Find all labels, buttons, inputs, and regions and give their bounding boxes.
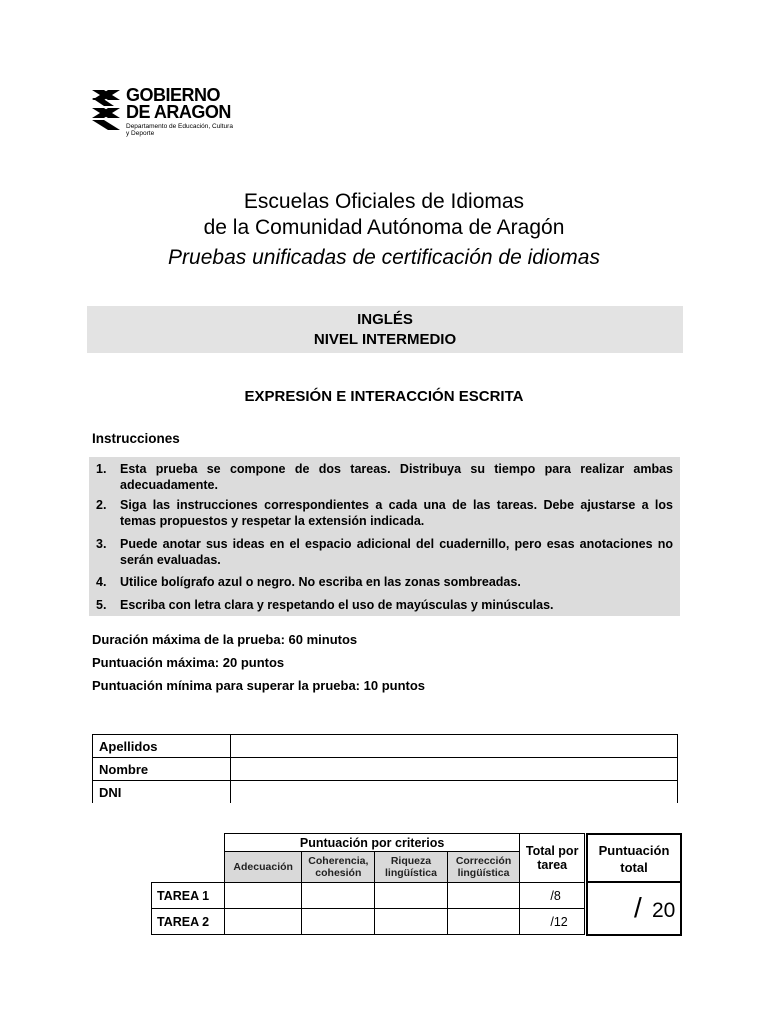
name-field[interactable] [231, 758, 678, 781]
instruction-number: 2. [96, 498, 107, 512]
blank-cell [152, 834, 225, 883]
table-row [93, 781, 678, 804]
instruction-text: Utilice bolígrafo azul o negro. No escriba en las zonas sombreadas. [120, 575, 521, 589]
total-header: Puntuación total [588, 835, 680, 883]
instruction-text: Siga las instrucciones correspondientes a cada una de las tareas. Debe ajustarse a los temas propuestos y respetar la extensión indicada. [120, 498, 673, 528]
task-max-score: /12 [520, 909, 585, 935]
table-row [152, 883, 585, 909]
total-score-box [586, 833, 682, 936]
level: NIVEL INTERMEDIO [313, 331, 457, 348]
max-score-info: Puntuación máxima: 20 puntos [92, 655, 285, 670]
scoring-table [151, 833, 585, 935]
task-max-score: /8 [520, 883, 585, 909]
criterion-header: Corrección lingüística [447, 852, 520, 883]
language: INGLÉS [357, 311, 413, 328]
score-cell[interactable] [302, 909, 375, 935]
score-cell[interactable] [302, 883, 375, 909]
instruction-number: 4. [96, 575, 107, 589]
title-line1: Escuelas Oficiales de Idiomas [243, 190, 525, 213]
score-cell[interactable] [375, 909, 448, 935]
total-max: 20 [652, 899, 676, 922]
surname-label: Apellidos [93, 735, 231, 758]
score-cell[interactable] [447, 883, 520, 909]
table-row [93, 735, 678, 758]
task-label: TAREA 2 [152, 909, 225, 935]
surname-field[interactable] [231, 735, 678, 758]
instructions-box [89, 457, 680, 616]
instruction-text: Escriba con letra clara y respetando el uso de mayúsculas y minúsculas. [120, 598, 554, 612]
instruction-text: Puede anotar sus ideas en el espacio adicional del cuadernillo, pero esas anotaciones no serán evaluadas. [120, 537, 673, 567]
score-cell[interactable] [224, 883, 302, 909]
name-label: Nombre [93, 758, 231, 781]
subtitle: Pruebas unificadas de certificación de idiomas [168, 246, 600, 269]
gobierno-aragon-logo [90, 84, 250, 140]
title-line2: de la Comunidad Autónoma de Aragón [203, 216, 565, 239]
logo-line1: GOBIERNO [126, 85, 221, 105]
section-title: EXPRESIÓN E INTERACCIÓN ESCRITA [244, 388, 524, 405]
instruction-number: 3. [96, 537, 107, 551]
instructions-title: Instrucciones [92, 431, 180, 446]
table-row [93, 758, 678, 781]
logo-line2: DE ARAGON [126, 102, 231, 122]
criterion-header: Riqueza lingüística [375, 852, 448, 883]
aragon-stripes-icon [90, 86, 122, 134]
identity-table [92, 734, 678, 803]
dni-label: DNI [93, 781, 231, 804]
total-slash: / [634, 892, 642, 923]
min-score-info: Puntuación mínima para superar la prueba: 10 puntos [92, 678, 426, 693]
instruction-number: 1. [96, 462, 107, 476]
dni-field[interactable] [231, 781, 678, 804]
criterion-header: Adecuación [224, 852, 302, 883]
logo-department: Departamento de Educación, Cultura y Deporte [126, 123, 233, 137]
task-label: TAREA 1 [152, 883, 225, 909]
table-row [152, 909, 585, 935]
score-cell[interactable] [375, 883, 448, 909]
criteria-header: Puntuación por criterios [224, 834, 519, 852]
score-cell[interactable] [447, 909, 520, 935]
instruction-text: Esta prueba se compone de dos tareas. Distribuya su tiempo para realizar ambas adecuadamente. [120, 462, 673, 492]
instruction-number: 5. [96, 598, 107, 612]
total-task-header: Total por tarea [520, 834, 585, 883]
language-level-box [87, 306, 683, 353]
criterion-header: Coherencia, cohesión [302, 852, 375, 883]
score-cell[interactable] [224, 909, 302, 935]
duration-info: Duración máxima de la prueba: 60 minutos [92, 632, 358, 647]
